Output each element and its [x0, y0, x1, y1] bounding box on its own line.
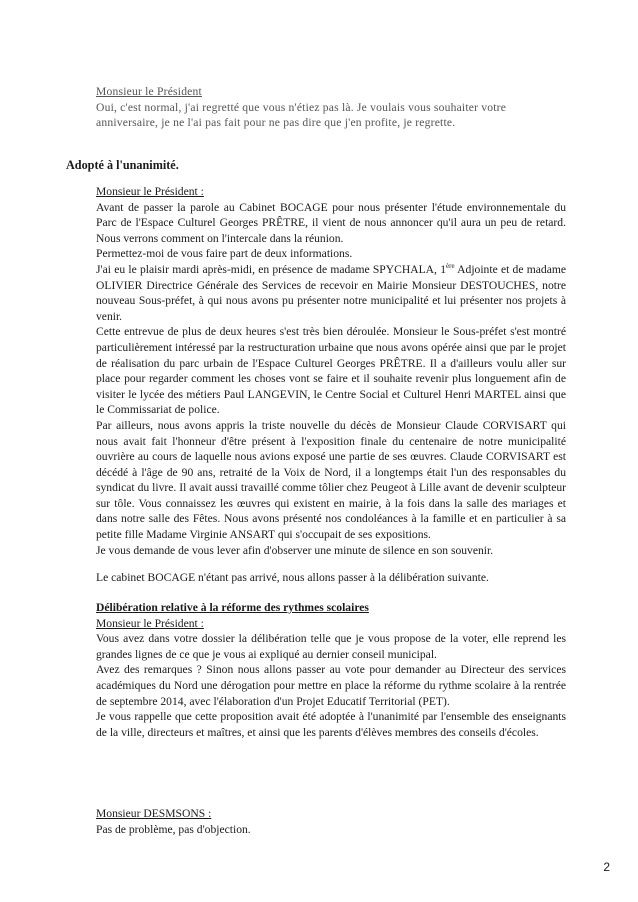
paragraph-silence: Je vous demande de vous lever afin d'observer une minute de silence en son souvenir. [96, 543, 494, 557]
paragraph-informations: Permettez-moi de vous faire part de deux informations. [96, 247, 353, 261]
section-president-info [96, 184, 566, 586]
paragraph-dossier: Vous avez dans votre dossier la délibération telle que je vous propose de la voter, elle reprend les grandes lignes de ce que je vous ai expliqué au dernier conseil municipal. [96, 632, 566, 661]
adopted-heading: Adopté à l'unanimité. [66, 158, 179, 172]
speaker-president-2: Monsieur le Président : [96, 616, 204, 630]
speaker-desmsons: Monsieur DESMSONS : [96, 807, 212, 820]
paragraph-corvisart: Par ailleurs, nous avons appris la triste nouvelle du décès de Monsieur Claude CORVISART qui nous avait fait l'honneur d'être présent à l'exposition finale du centenaire de notre municipalité ouvrière au cours de laquelle nous avions exposé une partie de ses œuvres. Claude CORVISART est décédé à l'âge de 90 ans, retraité de la Voix de Nord, il a longtemps était l'un des responsables du syndicat du livre. Il avait aussi travaillé comme tôlier chez Peugeot à Lille avant de devenir sculpteur sur tôle. Vous connaissez les œuvres qui existent en mairie, à la fois dans la salle des mariages et dans notre salle des Fêtes. Nous avons présenté nos condoléances à la famille et en particulier à sa petite fille Madame Virginie ANSART qui s'occupait de ses expositions. [96, 418, 566, 542]
paragraph-rappel: Je vous rappelle que cette proposition avait été adoptée à l'unanimité par l'ensemble des enseignants de la ville, directeurs et maîtres, et ainsi que les parents d'élèves membres des conseils d'écoles. [96, 710, 566, 739]
speaker-president-1: Monsieur le Président : [96, 185, 204, 198]
paragraph-no-objection: Pas de problème, pas d'objection. [96, 822, 251, 836]
section-desmsons [96, 806, 566, 837]
top-excerpt [96, 84, 566, 131]
page-number: 2 [603, 860, 610, 874]
section-deliberation [96, 600, 566, 740]
top-line-1: Oui, c'est normal, j'ai regretté que vous n'étiez pas là. Je voulais vous souhaiter votre [96, 100, 507, 114]
paragraph-entrevue: Cette entrevue de plus de deux heures s'est très bien déroulée. Monsieur le Sous-préfet s'est montré particulièrement intéressé par la restructuration urbaine que nous avons opérée ainsi que par le projet de réalisation du parc urbain de l'Espace Culturel Georges PRÊTRE. Il a d'ailleurs voulu aller sur place pour regarder comment les choses vont se faire et il souhaite revenir plus longuement afin de visiter le lycée des métiers Paul LANGEVIN, le Centre Social et Culturel Henri MARTEL ainsi que le Commissariat de police. [96, 325, 566, 417]
top-line-2: anniversaire, je ne l'ai pas fait pour ne pas dire que j'en profite, je regrette. [96, 116, 456, 130]
deliberation-title: Délibération relative à la réforme des rythmes scolaires [96, 601, 369, 614]
paragraph-sous-prefet: J'ai eu le plaisir mardi après-midi, en présence de madame SPYCHALA, 1ère Adjointe et de madame OLIVIER Directrice Générale des Services de recevoir en Mairie Monsieur DESTOUCHES, notre nouveau Sous-préfet, à qui nous avons pu présenter notre municipalité et lui présenter nos projets à venir. [96, 262, 567, 323]
paragraph-bocage: Avant de passer la parole au Cabinet BOCAGE pour nous présenter l'étude environnementale du Parc de l'Espace Culturel Georges PRÊTRE, il vient de nous annoncer qu'il aura un peu de retard. Nous verrons comment on l'intercale dans la réunion. [96, 200, 566, 245]
paragraph-next-deliberation: Le cabinet BOCAGE n'étant pas arrivé, nous allons passer à la délibération suivante. [96, 571, 489, 585]
speaker-president-top: Monsieur le Président [96, 85, 202, 98]
paragraph-remarques: Avez des remarques ? Sinon nous allons passer au vote pour demander au Directeur des services académiques du Nord une dérogation pour mettre en place la réforme du rythme scolaire à la rentrée de septembre 2014, avec l'élaboration d'un Projet Educatif Territorial (PET). [96, 663, 566, 708]
